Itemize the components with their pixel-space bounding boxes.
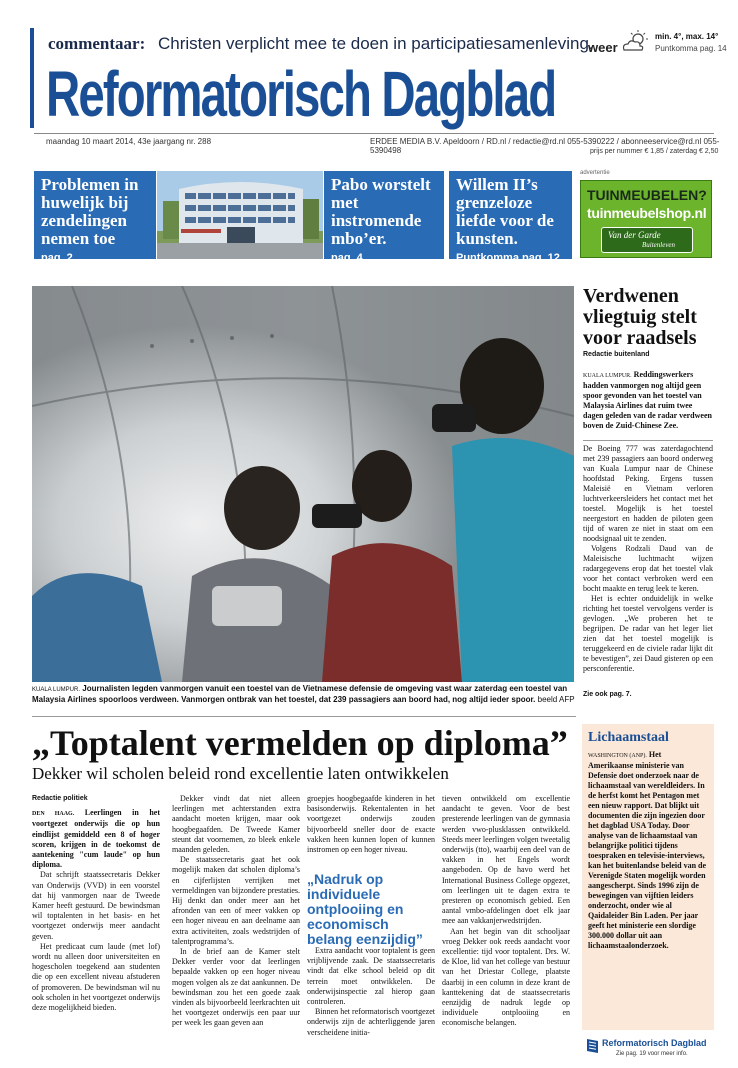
article-column-4	[442, 794, 570, 1029]
article-column-3	[307, 794, 435, 855]
ad-logo-name: Van der Garde	[608, 230, 661, 240]
footer-logo-sub: Zie pag. 19 voor meer info.	[616, 1051, 688, 1057]
pull-quote-text: „Nadruk op individuele ontplooiing en economisch belang eenzijdig”	[307, 871, 423, 947]
caption-text: Journalisten legden vanmorgen vanuit een toestel van de Vietnamese defensie de omgeving vast waar zaterdag een toestel van Malaysia Airlines spoorloos verdween. Vanmorgen ontbrak van het toestel, dat 239 passagiers aan boord had, nog altijd ieder spoor.	[32, 684, 568, 704]
article-paragraph: tieven ontwikkeld om excellentie aandacht te geven. Voor de best presterende leerlingen van de gymnasia werden vwo-plusklassen ontwikkeld. Steeds meer leerlingen volgen tweetalig onderwijs (tto), waarbij een deel van de vakken in het Engels wordt aangeboden. Op de havo werd het International Business College opgezet, om leerlingen uit te dagen extra te presteren op economisch gebied. Een aantal vmbo-afdelingen doet elk jaar mee aan vakkanjerwedstrijden.	[442, 794, 570, 926]
main-headline[interactable]: „Toptalent vermelden op diploma”	[32, 723, 568, 763]
teaser-page: pag. 4	[331, 252, 363, 264]
commentary-label: commentaar:	[48, 34, 146, 53]
footer-logo-name: Reformatorisch Dagblad	[602, 1038, 707, 1048]
teaser-title: Willem II’s grenzeloze liefde voor de kunsten.	[456, 175, 554, 248]
article-column-2	[172, 794, 300, 1029]
article-credit: Redactie politiek	[32, 795, 88, 802]
caption-credit: beeld AFP	[537, 695, 575, 704]
side-headline[interactable]: Verdwenen vliegtuig stelt voor raadsels	[583, 285, 697, 349]
section-divider	[32, 716, 576, 717]
sidebar-body: Het Amerikaanse ministerie van Defensie doet onderzoek naar de lichaamstaal van wereldleiders. In de herfst komt het Pentagon met een nieuw rapport. Dat blijkt uit documenten die zijn ingezien door het dagblad USA Today. Door analyse van de lichaamstaal van belangrijke politici tijdens toespraken en televisie-interviews, kan het buitenlandse beleid van de Verenigde Staten mogelijk worden aangescherpt. Sinds 1996 zijn de bewegingen van vijftien leiders onderzocht, onder wie al Qaidaleider Bin Laden. Per jaar geeft het ministerie een slordige 300.000 dollar uit aan lichaamstaalonderzoek.	[588, 750, 707, 950]
side-story-paragraph: Het is echter onduidelijk in welke richting het toestel vervolgens verder is gevlogen. „We proberen het te begrijpen. De radar van het leger liet zien dat het toestel mogelijk is teruggekeerd en de civiele radar lijkt dit te bevestigen”, zei Daud gisteren op een persconferentie.	[583, 594, 713, 673]
side-story-lead-text: Reddingswerkers hadden vanmorgen nog altijd geen spoor gevonden van het toestel van Malaysia Airlines dat ruim twee dagen geleden van de radar verdween boven de Zuid-Chinese Zee.	[583, 370, 712, 430]
teaser-pabo[interactable]	[324, 171, 444, 264]
teaser-title: Pabo worstelt met instromende mbo’er.	[331, 175, 431, 248]
partly-cloudy-icon	[620, 30, 650, 52]
side-story-body	[583, 444, 713, 674]
pull-quote	[307, 872, 435, 947]
caption-dateline: KUALA LUMPUR.	[32, 687, 81, 693]
weather-page-ref[interactable]: Puntkomma pag. 14	[655, 44, 727, 53]
publisher-contact: ERDEE MEDIA B.V. Apeldoorn / RD.nl / redactie@rd.nl 055-5390222 / abonneeservice@rd.nl 055-5390498	[370, 137, 720, 155]
article-lead-text: Leerlingen in het voortgezet onderwijs die op hun eindlijst gemiddeld een 8 of hoger scoren, krijgen in de toekomst de aantekening "cum laude" op hun diploma.	[32, 808, 161, 870]
masthead-accent-bar	[30, 28, 34, 128]
article-paragraph: Aan het begin van dit schooljaar vroeg Dekker ook reeds aandacht voor excellentie: tijd voor toptalent. Drs. W. de Kloe, lid van het college van bestuur van het Driestar College, plaatste daarbij in een column in deze krant de kanttekening dat de staatssecretaris eenzijdig de nadruk legde op individuele ontplooiing en economische belangen.	[442, 926, 570, 1028]
article-paragraph: De staatssecretaris gaat het ook mogelijk maken dat scholen diploma’s en cijferlijsten verrijken met vermeldingen van bijzondere prestaties. Hij denkt dan onder meer aan het afronden van een of meer vakken op een hoger niveau en aan deelname aan extra activiteiten, zoals wedstrijden of talentprogramma’s.	[172, 855, 300, 946]
sidebar-text	[588, 750, 708, 951]
weather-temperature: min. 4°, max. 14°	[655, 32, 719, 41]
article-paragraph: Dat schrijft staatssecretaris Dekker van Onderwijs (VVD) in een voorstel dat hij vanmorgen naar de Tweede Kamer heeft gestuurd. De bewindsman wil toptalenten in het basis- en het voortgezet onderwijs meer aandacht geven.	[32, 870, 160, 941]
side-story-paragraph: Volgens Rodzali Daud van de Maleisische luchtmacht wijzen radargegevens erop dat het toestel vlak voor het contact verbroken werd een bocht maakte en terug leek te keren.	[583, 544, 713, 593]
article-paragraph: groepjes hoogbegaafde kinderen in het basisonderwijs. Rekentalenten in het voortgezet onderwijs zouden bijvoorbeeld sneller door de exacte vakken heen kunnen lopen of kunnen instromen op een hoger niveau.	[307, 794, 435, 855]
masthead-title: Reformatorisch Dagblad	[46, 58, 556, 130]
article-lead	[32, 808, 160, 870]
article-dateline: DEN HAAG.	[32, 811, 75, 818]
article-paragraph: In de brief aan de Kamer stelt Dekker verder voor dat leerlingen bepaalde vakken op een hoger niveau mogen volgen als ze dat aankunnen. De bewindsman zou het een goede zaak vinden als bijvoorbeeld leerkrachten uit het voortgezet onderwijs een paar uur per week les gaan geven aan	[172, 947, 300, 1028]
commentary-link[interactable]: Christen verplicht mee te doen in participatiesamenleving.	[158, 34, 594, 53]
footer-logo[interactable]	[586, 1038, 714, 1064]
header-divider	[34, 133, 714, 134]
article-paragraph: Binnen het reformatorisch voortgezet onderwijs zijn de achterliggende jaren verscheidene initia-	[307, 1007, 435, 1037]
article-paragraph: Dekker vindt dat niet alleen leerlingen met achterstanden extra aandacht moeten krijgen, maar ook hoogbegaafden. De Tweede Kamer steunt dat voornemen, zo bleek enkele maanden geleden.	[172, 794, 300, 855]
article-paragraph: Het predicaat cum laude (met lof) wordt nu alleen door universiteiten en hogescholen toegekend aan studenten die op een excellent niveau afstuderen of promoveren. De bewindsman wil nu ook scholen in het voortgezet onderwijs deze mogelijkheid bieden.	[32, 941, 160, 1013]
teaser-page: pag. 2	[41, 252, 73, 264]
side-story-lead	[583, 370, 713, 431]
photo-caption	[32, 684, 576, 705]
newspaper-logo-icon	[586, 1038, 599, 1054]
lichaamstaal-box	[582, 724, 714, 1030]
ad-logo-tagline: Buitenleven	[642, 241, 676, 249]
edition-date: maandag 10 maart 2014, 43e jaargang nr. 288	[46, 137, 212, 146]
side-story-divider	[583, 440, 713, 441]
teaser-willem-ii[interactable]	[449, 171, 572, 264]
ad-label: advertentie	[580, 170, 610, 176]
ad-title: TUINMEUBELEN?	[587, 187, 707, 203]
teaser-page: Puntkomma pag. 12	[456, 252, 560, 264]
article-column-1	[32, 794, 160, 1013]
teaser-title: Problemen in huwelijk bij zendelingen nemen toe	[41, 175, 139, 248]
side-story-see-also[interactable]: Zie ook pag. 7.	[583, 691, 632, 698]
article-paragraph: Extra aandacht voor toptalent is geen vrijblijvende zaak. De staatssecretaris vindt dat elke school beleid op dit terrein moet ontwikkelen. De onderwijsinspectie zal hierop gaan controleren.	[307, 946, 435, 1007]
main-news-photo	[32, 286, 574, 682]
article-column-3-continued	[307, 946, 435, 1038]
teaser-zendelingen[interactable]	[34, 171, 156, 264]
price-info: prijs per nummer € 1,85 / zaterdag € 2,50	[590, 148, 719, 155]
ad-brand-logo	[601, 227, 693, 253]
sidebar-title[interactable]: Lichaamstaal	[588, 730, 669, 745]
teaser-building-photo	[157, 171, 323, 259]
main-subheadline: Dekker wil scholen beleid rond excellentie laten ontwikkelen	[32, 764, 449, 783]
sidebar-dateline: WASHINGTON (ANP).	[588, 753, 647, 759]
tuinmeubel-advertisement[interactable]	[580, 180, 712, 258]
ad-url[interactable]: tuinmeubelshop.nl	[587, 205, 707, 221]
weather-label: weer	[588, 40, 618, 55]
side-story-paragraph: De Boeing 777 was zaterdagochtend met 239 passagiers aan boord onderweg van Kuala Lumpur naar de Chinese hoofdstad Peking. Ergens tussen Maleisië en Vietnam verloren luchtverkeersleiders het contact met het toestel. Mogelijk is het toestel neergestort en hadden de piloten geen tijd of waren ze niet in staat om een noodsignaal uit te zenden.	[583, 444, 713, 543]
side-story-dateline: KUALA LUMPUR.	[583, 373, 632, 379]
side-story-credit: Redactie buitenland	[583, 351, 650, 358]
